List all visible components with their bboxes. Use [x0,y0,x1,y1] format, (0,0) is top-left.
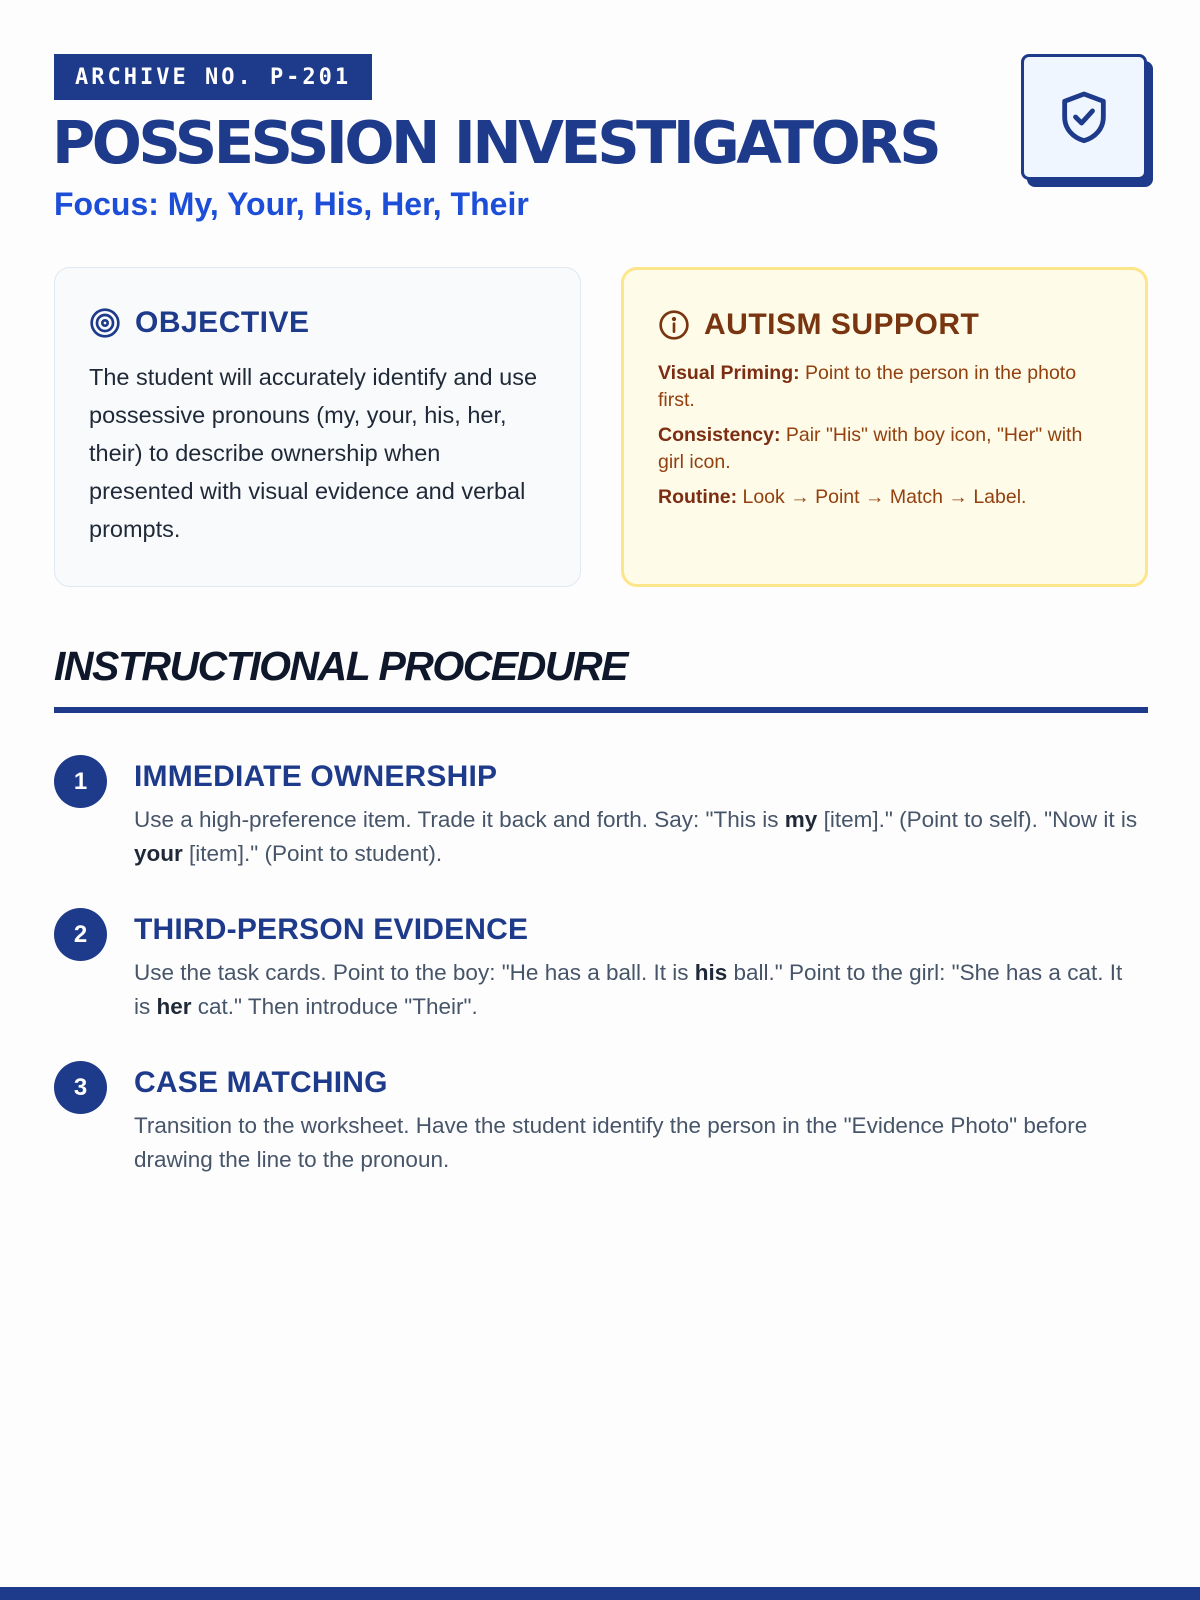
step-title: THIRD-PERSON EVIDENCE [134,913,529,946]
footer-bar [0,1587,1200,1600]
step-title: IMMEDIATE OWNERSHIP [134,760,498,793]
support-item-label: Routine: [658,486,738,508]
shield-check-icon [1055,88,1113,146]
target-icon [89,307,121,339]
support-item-text: Pair "His" with boy icon, "Her" with girl icon. [658,424,1083,473]
autism-support-heading: AUTISM SUPPORT [704,308,980,341]
objective-header [89,306,546,340]
step-description: Transition to the worksheet. Have the student identify the person in the "Evidence Photo" before drawing the line to the pronoun. [134,1113,1088,1172]
support-item-label: Consistency: [658,424,781,446]
support-item-consistency [658,422,1111,476]
support-item-routine [658,484,1111,511]
procedure-heading: INSTRUCTIONAL PROCEDURE [54,643,627,689]
procedure-divider [54,707,1148,713]
support-item-label: Visual Priming: [658,362,800,384]
objective-text: The student will accurately identify and use possessive pronouns (my, your, his, her, their) to describe ownership when presented with visual evidence and verbal prompts. [89,364,538,542]
step-description: Use a high-preference item. Trade it back and forth. Say: "This is my [item]." (Point to self). "Now it is your [item]." (Point to student). [134,807,1138,866]
archive-number-label: ARCHIVE NO. P-201 [54,54,372,100]
support-item-text: Point to the person in the photo first. [658,362,1077,411]
shield-badge [1021,54,1147,180]
autism-support-card [621,267,1148,587]
step-number-badge: 2 [54,908,107,961]
step-description: Use the task cards. Point to the boy: "He has a ball. It is his ball." Point to the girl: "She has a cat. It is her cat." Then introduce "Their". [134,960,1123,1019]
autism-support-header [658,308,1111,342]
page-subtitle: Focus: My, Your, His, Her, Their [54,186,529,222]
page-title: POSSESSION INVESTIGATORS [52,108,939,177]
step-title: CASE MATCHING [134,1066,388,1099]
support-item-visual-priming [658,360,1111,414]
objective-card [54,267,581,587]
step-body [134,1063,1144,1177]
step-body [134,757,1144,871]
support-item-text: Look → Point → Match → Label. [737,486,1027,508]
objective-heading: OBJECTIVE [135,306,310,339]
step-number-badge: 3 [54,1061,107,1114]
step-body [134,910,1144,1024]
info-icon [658,309,690,341]
step-number-badge: 1 [54,755,107,808]
